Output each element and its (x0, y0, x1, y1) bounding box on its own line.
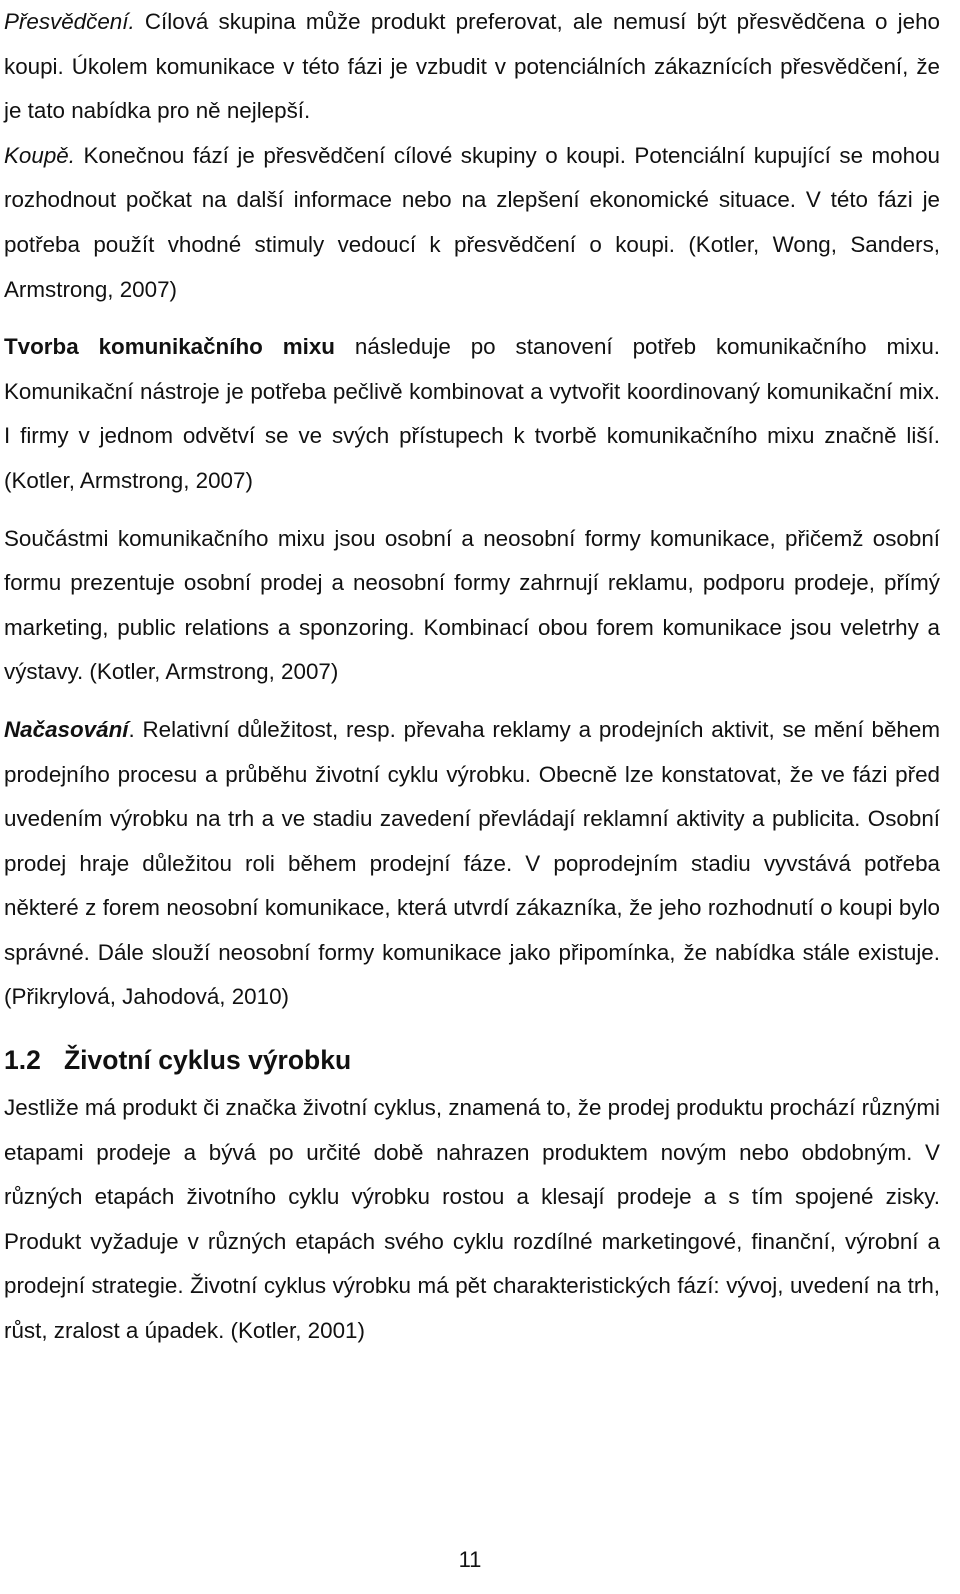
paragraph-text: . Relativní důležitost, resp. převaha reklamy a prodejních aktivit, se mění během prodejního procesu a průběhu životní cyklu výrobku. Obecně lze konstatovat, že ve fázi před uvedením výrobku na trh a ve stadiu zavedení převládají reklamní aktivity a publicita. Osobní prodej hraje důležitou roli během prodejní fáze. V poprodejním stadiu vyvstává potřeba některé z forem neosobní komunikace, která utvrdí zákazníka, že jeho rozhodnutí o koupi bylo správné. Dále slouží neosobní formy komunikace jako připomínka, že nabídka stále existuje. (Přikrylová, Jahodová, 2010) (4, 716, 940, 1010)
paragraph-presvedceni (4, 0, 940, 134)
term-nacasovani: Načasování (4, 716, 129, 742)
term-koupe: Koupě. (4, 142, 75, 168)
paragraph-nacasovani (4, 708, 940, 1020)
paragraph-soucasti (4, 517, 940, 695)
term-tvorba: Tvorba komunikačního mixu (4, 334, 335, 360)
paragraph-text: Konečnou fází je přesvědčení cílové skupiny o koupi. Potenciální kupující se mohou rozhodnout počkat na další informace nebo na zlepšení ekonomické situace. V této fázi je potřeba použít vhodné stimuly vedoucí k přesvědčení o koupi. (Kotler, Wong, Sanders, Armstrong, 2007) (4, 142, 940, 302)
term-presvedceni: Přesvědčení. (4, 9, 135, 34)
paragraph-koupe (4, 134, 940, 312)
paragraph-zivotni-cyklus (4, 1086, 940, 1354)
paragraph-tvorba (4, 325, 940, 503)
page-number: 11 (458, 1547, 482, 1572)
paragraph-text: Jestliže má produkt či značka životní cyklus, znamená to, že prodej produktu prochází různými etapami prodeje a bývá po určité době nahrazen produktem novým nebo obdobným. V různých etapách životního cyklu výrobku rostou a klesají prodeje a s tím spojené zisky. Produkt vyžaduje v různých etapách svého cyklu rozdílné marketingové, finanční, výrobní a prodejní strategie. Životní cyklus výrobku má pět charakteristických fází: vývoj, uvedení na trh, růst, zralost a úpadek. (Kotler, 2001) (4, 1095, 940, 1344)
document-page (4, 0, 940, 1354)
paragraph-text: Cílová skupina může produkt preferovat, ale nemusí být přesvědčena o jeho koupi. Úkolem komunikace v této fázi je vzbudit v potenciálních zákaznících přesvědčení, že je tato nabídka pro ně nejlepší. (4, 9, 940, 124)
section-heading (4, 1040, 940, 1080)
paragraph-text: následuje po stanovení potřeb komunikačního mixu. Komunikační nástroje je potřeba pečlivě kombinovat a vytvořit koordinovaný komunikační mix. I firmy v jednom odvětví se ve svých přístupech k tvorbě komunikačního mixu značně liší. (Kotler, Armstrong, 2007) (4, 334, 940, 493)
paragraph-text: Součástmi komunikačního mixu jsou osobní a neosobní formy komunikace, přičemž osobní formu prezentuje osobní prodej a neosobní formy zahrnují reklamu, podporu prodeje, přímý marketing, public relations a sponzoring. Kombinací obou forem komunikace jsou veletrhy a výstavy. (Kotler, Armstrong, 2007) (4, 525, 940, 685)
section-number: 1.2 (4, 1045, 41, 1076)
section-title: Životní cyklus výrobku (64, 1045, 352, 1076)
